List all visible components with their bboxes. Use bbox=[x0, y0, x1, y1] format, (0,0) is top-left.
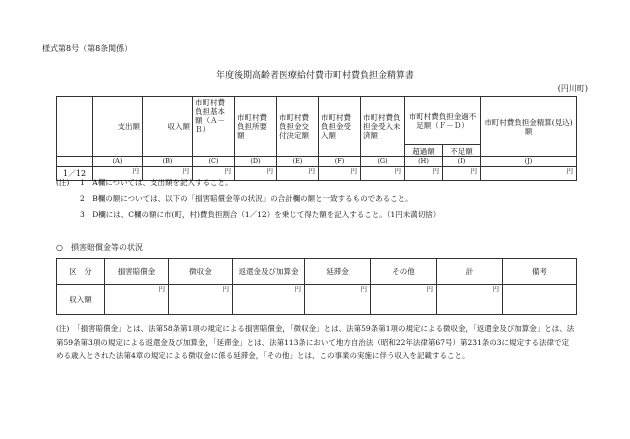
unit-collection: 円 bbox=[169, 285, 233, 315]
header-shortfall: 不足額 bbox=[443, 145, 481, 157]
unit-other: 円 bbox=[371, 285, 437, 315]
mark-i: (I) bbox=[443, 157, 481, 167]
header-category: 区 分 bbox=[57, 259, 105, 285]
unit-a: 円 bbox=[93, 167, 143, 181]
note-item-1: 1 A欄については、支出額を記入すること。 bbox=[80, 178, 233, 187]
note-item-3: 3 D欄には、C欄の額に市(町，村)費負担割合（1／12）を乗じて得た額を記入すること。（1円未満切捨） bbox=[80, 210, 441, 219]
mark-j: (J) bbox=[481, 157, 577, 167]
remarks-cell bbox=[503, 285, 577, 315]
header-grant-decision: 市町村費負担金交付決定額 bbox=[277, 97, 319, 157]
header-expenditure: 支出額 bbox=[93, 97, 143, 157]
unit-late-fee: 円 bbox=[305, 285, 371, 315]
header-revenue: 収入額 bbox=[143, 97, 193, 157]
row-label-revenue: 収入額 bbox=[57, 285, 105, 315]
header-late-fee: 延滞金 bbox=[305, 259, 371, 285]
unit-f: 円 bbox=[319, 167, 361, 181]
header-collection: 徴収金 bbox=[169, 259, 233, 285]
header-surplus-deficit: 市町村費負担金過不足額（Ｆ－Ｄ） bbox=[405, 97, 481, 145]
damages-subheading: ○ 損害賠償金等の状況 bbox=[56, 243, 143, 252]
unit-refund: 円 bbox=[233, 285, 305, 315]
note-item-2: 2 B欄の額については、以下の「損害賠償金等の状況」の合計欄の額と一致するものであること。 bbox=[80, 194, 413, 203]
header-damages: 損害賠償金 bbox=[105, 259, 169, 285]
mark-h: (H) bbox=[405, 157, 443, 167]
unit-total: 円 bbox=[437, 285, 503, 315]
document-title: 年度後期高齢者医療給付費市町村費負担金精算書 bbox=[215, 71, 414, 81]
header-total: 計 bbox=[437, 259, 503, 285]
header-refund: 返還金及び加算金 bbox=[233, 259, 305, 285]
mark-e: (E) bbox=[277, 157, 319, 167]
unit-d: 円 bbox=[235, 167, 277, 181]
settlement-table bbox=[56, 96, 577, 181]
notes-prefix: (注) bbox=[56, 178, 70, 187]
damages-table bbox=[56, 258, 577, 315]
rate-cell: 1／12 bbox=[57, 167, 93, 181]
header-other: その他 bbox=[371, 259, 437, 285]
header-remarks: 備考 bbox=[503, 259, 577, 285]
unit-damages: 円 bbox=[105, 285, 169, 315]
header-unreceived-amount: 市町村費負担金受入未済額 bbox=[361, 97, 405, 157]
mark-f: (F) bbox=[319, 157, 361, 167]
mark-b: (B) bbox=[143, 157, 193, 167]
unit-b: 円 bbox=[143, 167, 193, 181]
mark-c: (C) bbox=[193, 157, 235, 167]
unit-c: 円 bbox=[193, 167, 235, 181]
mark-g: (G) bbox=[361, 157, 405, 167]
header-settlement-amount: 市町村費負担金精算(見込)額 bbox=[481, 97, 577, 157]
form-number: 様式第8号（第8条関係） bbox=[42, 44, 133, 53]
header-base-amount: 市町村費負担基本額（Ａ－Ｂ） bbox=[193, 97, 235, 157]
mark-a: (A) bbox=[93, 157, 143, 167]
header-received-amount: 市町村費負担金受入額 bbox=[319, 97, 361, 157]
unit-j: 円 bbox=[481, 167, 577, 181]
footnote: (注) 「損害賠償金」とは、法第58条第1項の規定による損害賠償金，「徴収金」とは、法第59条第1項の規定による徴収金，「返還金及び加算金」とは、法第59条第3項の規定による返還金及び加算金，「延滞金」とは、法第113条において地方自治法（昭和22年法律第67号）第231条の3に規定する法律で定める歳入とされた法第4章の規定による徴収金に係る延滞金，「その他」とは、この事業の実施に伴う収入を記載すること。 bbox=[56, 324, 575, 360]
organization-name: (円川町) bbox=[557, 84, 588, 93]
header-excess: 超過額 bbox=[405, 145, 443, 157]
unit-e: 円 bbox=[277, 167, 319, 181]
unit-i: 円 bbox=[443, 167, 481, 181]
unit-h: 円 bbox=[405, 167, 443, 181]
mark-blank bbox=[57, 157, 93, 167]
unit-g: 円 bbox=[361, 167, 405, 181]
rate-header-cell bbox=[57, 97, 93, 157]
header-required-amount: 市町村費負担所要額 bbox=[235, 97, 277, 157]
mark-d: (D) bbox=[235, 157, 277, 167]
